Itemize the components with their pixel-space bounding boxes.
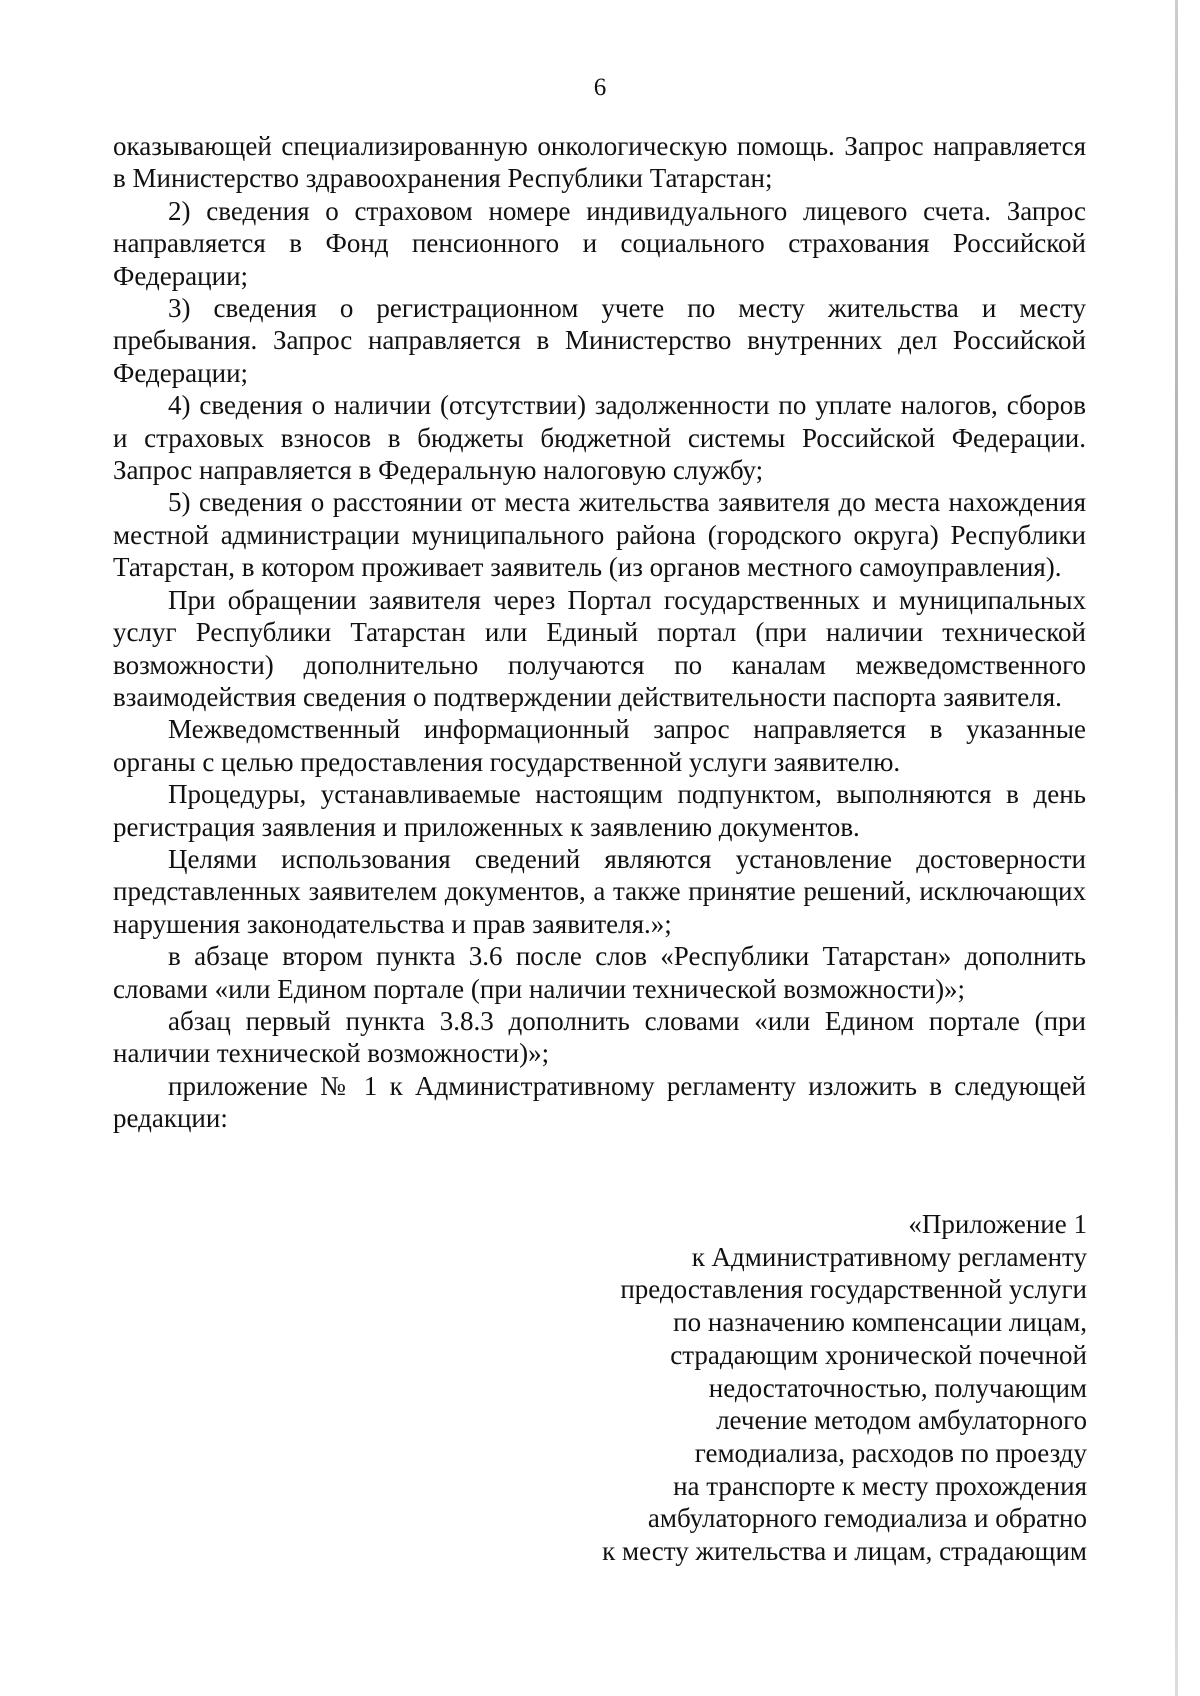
appendix-line: к месту жительства и лицам, страдающим <box>602 1536 1087 1567</box>
appendix-line: по назначению компенсации лицам, <box>673 1307 1087 1338</box>
appendix-line: «Приложение 1 <box>908 1209 1087 1239</box>
appendix-line: к Административному регламенту <box>691 1241 1087 1272</box>
appendix-line: страдающим хронической почечной <box>670 1339 1087 1370</box>
paragraph: Процедуры, устанавливаемые настоящим подпунктом, выполняются в день регистрация заявления и приложенных к заявлению документов. <box>113 779 1086 842</box>
appendix-line: амбулаторного гемодиализа и обратно <box>647 1503 1087 1534</box>
paragraph: 3) сведения о регистрационном учете по месту жительства и месту пребывания. Запрос направляется в Министерство внутренних дел Российской Федерации; <box>113 293 1086 388</box>
paragraph: 5) сведения о расстоянии от места жительства заявителя до места нахождения местной администрации муниципального района (городского округа) Республики Татарстан, в котором проживает заявитель (из органов местного самоуправления). <box>113 487 1086 583</box>
appendix-line: лечение методом амбулаторного <box>716 1405 1087 1436</box>
appendix-line: недостаточностью, получающим <box>708 1372 1087 1403</box>
paragraph: Межведомственный информационный запрос направляется в указанные органы с целью предоставления государственной услуги заявителю. <box>113 714 1086 777</box>
appendix-header <box>447 1208 1087 1568</box>
appendix-line: гемодиализа, расходов по проезду <box>694 1437 1087 1468</box>
paragraph: 2) сведения о страховом номере индивидуального лицевого счета. Запрос направляется в Фонд пенсионного и социального страхования Российской Федерации; <box>113 195 1086 291</box>
paragraph: приложение № 1 к Административному регламенту изложить в следующей редакции: <box>113 1070 1086 1134</box>
paragraph: оказывающей специализированную онкологическую помощь. Запрос направляется в Министерство здравоохранения Республики Татарстан; <box>113 131 1086 194</box>
body-text <box>113 130 1086 1135</box>
paragraph: Целями использования сведений являются установление достоверности представленных заявителем документов, а также принятие решений, исключающих нарушения законодательства и прав заявителя.»; <box>113 843 1086 939</box>
appendix-line: на транспорте к месту прохождения <box>673 1470 1087 1501</box>
appendix-line: предоставления государственной услуги <box>620 1274 1087 1305</box>
paragraph: в абзаце втором пункта 3.6 после слов «Республики Татарстан» дополнить словами «или Едином портале (при наличии технической возможности)»; <box>113 941 1086 1004</box>
paragraph: 4) сведения о наличии (отсутствии) задолженности по уплате налогов, сборов и страховых взносов в бюджеты бюджетной системы Российской Федерации. Запрос направляется в Федеральную налоговую службу; <box>113 390 1086 486</box>
paragraph: абзац первый пункта 3.8.3 дополнить словами «или Едином портале (при наличии технической возможности)»; <box>113 1005 1086 1069</box>
paragraph: При обращении заявителя через Портал государственных и муниципальных услуг Республики Татарстан или Единый портал (при наличии технической возможности) дополнительно получаются по каналам межведомственного взаимодействия сведения о подтверждении действительности паспорта заявителя. <box>113 584 1086 712</box>
scan-edge <box>1175 0 1178 1696</box>
page-number: 6 <box>593 74 607 101</box>
